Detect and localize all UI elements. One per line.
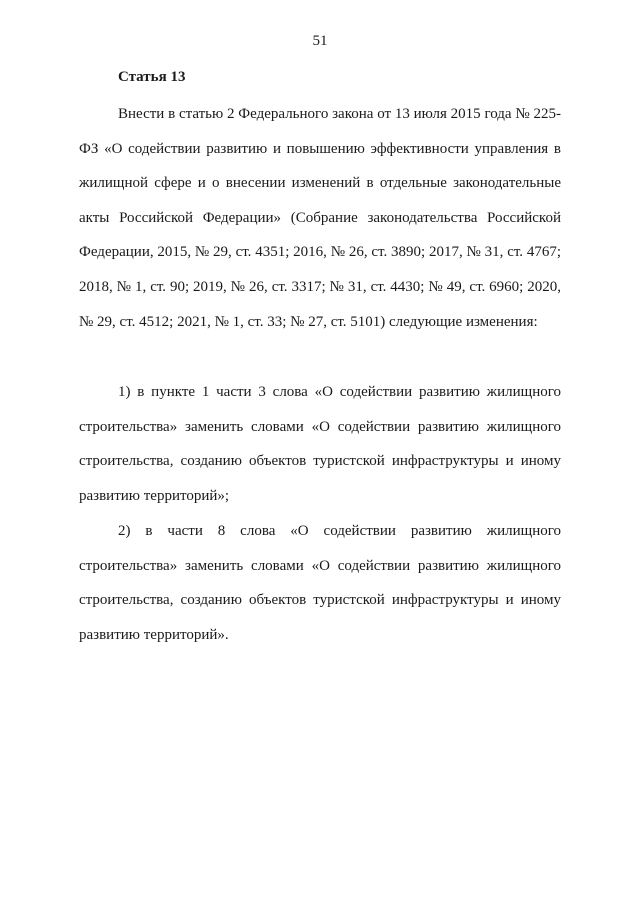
paragraph-text: 2) в части 8 слова «О содействии развитию жилищного строительства» заменить словами «О содействии развитию жилищного строительства, созданию объектов туристской инфраструктуры и иному развитию территорий». xyxy=(79,523,561,643)
paragraph-item-2 xyxy=(79,514,561,652)
paragraph-text: 1) в пункте 1 части 3 слова «О содействии развитию жилищного строительства» заменить словами «О содействии развитию жилищного строительства, созданию объектов туристской инфраструктуры и иному развитию территорий»; xyxy=(79,384,561,504)
page-number: 51 xyxy=(312,33,328,49)
paragraph-text: Внести в статью 2 Федерального закона от 13 июля 2015 года № 225-ФЗ «О содействии развитию и повышению эффективности управления в жилищной сфере и о внесении изменений в отдельные законодательные акты Российской Федерации» (Собрание законодательства Российской Федерации, 2015, № 29, ст. 4351; 2016, № 26, ст. 3890; 2017, № 31, ст. 4767; 2018, № 1, ст. 90; 2019, № 26, ст. 3317; № 31, ст. 4430; № 49, ст. 6960; 2020, № 29, ст. 4512; 2021, № 1, ст. 33; № 27, ст. 5101) следующие изменения: xyxy=(79,106,561,330)
article-title: Статья 13 xyxy=(118,69,186,85)
paragraph-item-1 xyxy=(79,375,561,513)
paragraph-intro xyxy=(79,97,561,339)
